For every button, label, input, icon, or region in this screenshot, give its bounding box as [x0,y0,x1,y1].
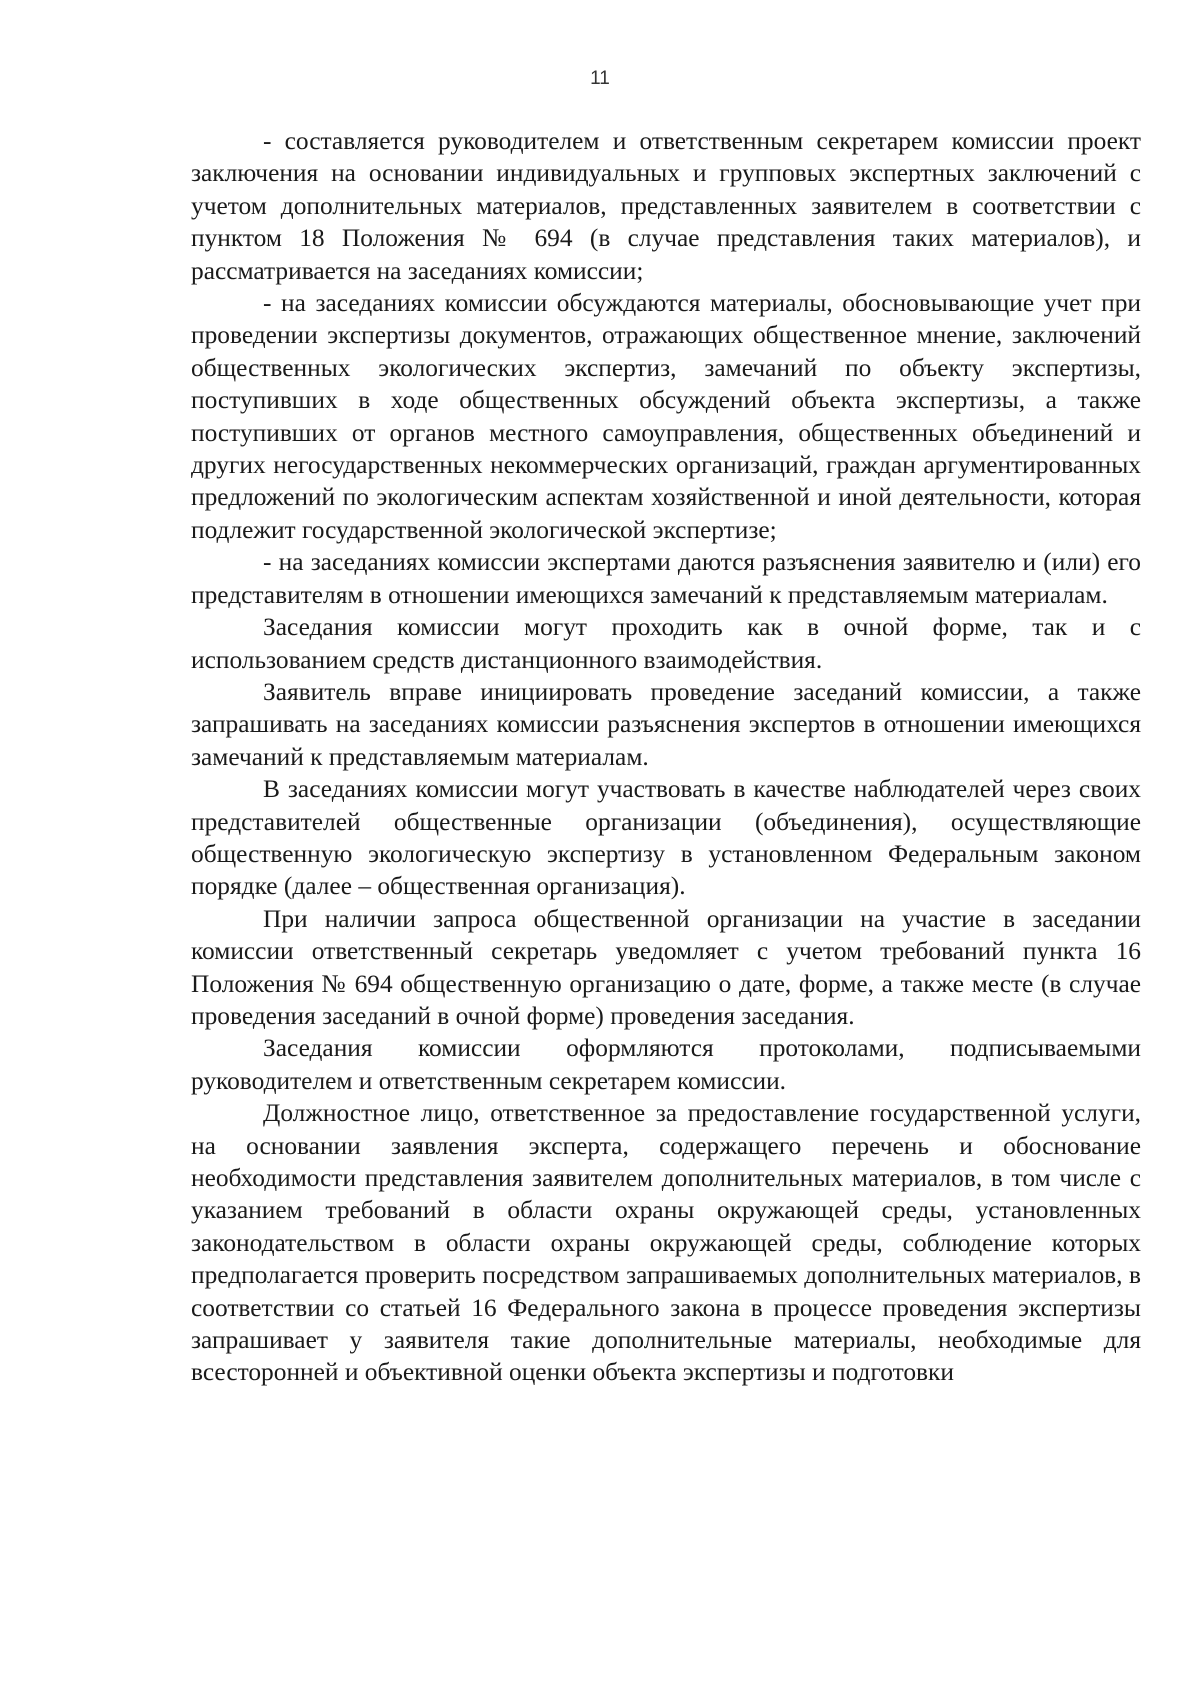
paragraph-protocols: Заседания комиссии оформляются протоколами, подписываемыми руководителем и ответственным секретарем комиссии. [191,1034,1141,1095]
paragraph-project-conclusion: - составляется руководителем и ответственным секретарем комиссии проект заключения на основании индивидуальных и групповых экспертных заключений с учетом дополнительных материалов, представленных заявителем в соответствии с пунктом 18 Положения № 694 (в случае представления таких материалов), и рассматривается на заседаниях комиссии; [191,127,1141,285]
paragraph-expert-clarifications: - на заседаниях комиссии экспертами даются разъяснения заявителю и (или) его представителям в отношении имеющихся замечаний к представляемым материалам. [191,548,1141,609]
page-number: 11 [590,68,610,89]
paragraph-meeting-format: Заседания комиссии могут проходить как в очной форме, так и с использованием средств дистанционного взаимодействия. [191,613,1141,674]
paragraph-discussed-materials: - на заседаниях комиссии обсуждаются материалы, обосновывающие учет при проведении экспертизы документов, отражающих общественное мнение, заключений общественных экологических экспертиз, замечаний по объекту экспертизы, поступивших в ходе общественных обсуждений объекта экспертизы, а также поступивших от органов местного самоуправления, общественных объединений и других негосударственных некоммерческих организаций, граждан аргументированных предложений по экологическим аспектам хозяйственной и иной деятельности, которая подлежит государственной экологической экспертизе; [191,289,1141,544]
document-body [191,125,1141,1389]
paragraph-notification: При наличии запроса общественной организации на участие в заседании комиссии ответственный секретарь уведомляет с учетом требований пункта 16 Положения № 694 общественную организацию о дате, форме, а также месте (в случае проведения заседаний в очной форме) проведения заседания. [191,904,1141,1030]
paragraph-applicant-rights: Заявитель вправе инициировать проведение заседаний комиссии, а также запрашивать на заседаниях комиссии разъяснения экспертов в отношении имеющихся замечаний к представляемым материалам. [191,677,1141,771]
paragraph-observers: В заседаниях комиссии могут участвовать в качестве наблюдателей через своих представителей общественные организации (объединения), осуществляющие общественную экологическую экспертизу в установленном Федеральным законом порядке (далее – общественная организация). [191,775,1141,901]
paragraph-additional-materials: Должностное лицо, ответственное за предоставление государственной услуги, на основании заявления эксперта, содержащего перечень и обоснование необходимости представления заявителем дополнительных материалов, в том числе с указанием требований в области охраны окружающей среды, установленных законодательством в области охраны окружающей среды, соблюдение которых предполагается проверить посредством запрашиваемых дополнительных материалов, в соответствии со статьей 16 Федерального закона в процессе проведения экспертизы запрашивает у заявителя такие дополнительные материалы, необходимые для всесторонней и объективной оценки объекта экспертизы и подготовки [191,1099,1141,1387]
